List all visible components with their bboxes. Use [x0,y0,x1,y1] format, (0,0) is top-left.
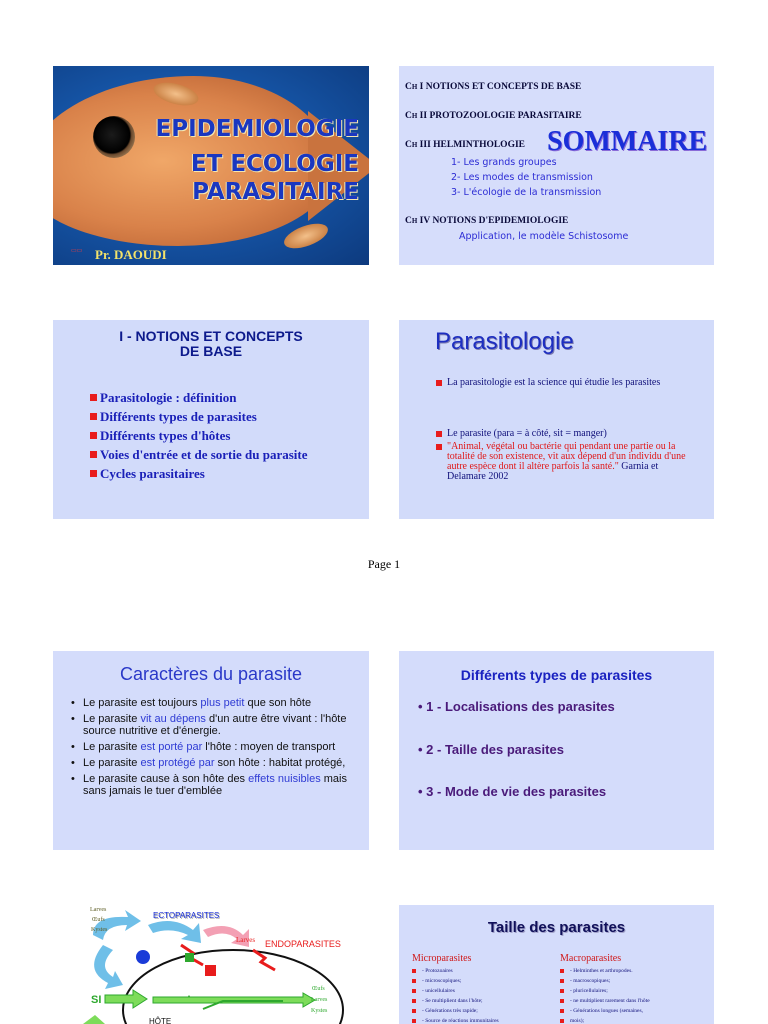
text: Le parasite est toujours [83,697,201,709]
highlight: vit au dépens [140,713,206,725]
ecto-arrow-right [148,921,201,943]
macro-list [560,966,706,1024]
kystes-label: Kystes [91,927,108,933]
etymology-text: Le parasite (para = à côté, sit = manger) [447,428,607,439]
chapter-3-sub-2: 2- Les modes de transmission [451,172,593,183]
entry-arrow [105,990,147,1008]
chapter-2: Ch II PROTOZOOLOGIE PARASITAIRE [405,111,582,121]
list-item: - ne multiplient rarement dans l'hôte [560,996,706,1006]
list-item-label: Parasitologie : définition [100,390,237,405]
highlight: plus petit [200,697,245,709]
bullet-square-icon [90,451,97,458]
bullet-square-icon [436,380,442,386]
list-item-label: Cycles parasitaires [100,466,205,481]
chapter-3-sub-1: 1- Les grands groupes [451,157,557,168]
list-item: - pluricellulaires; [560,986,706,996]
bottom-arrow [83,1015,105,1024]
slide-types-parasites [399,651,714,850]
larves-exit-label: Larves [311,997,328,1003]
slide-heading: Taille des parasites [487,919,626,936]
quote-reference: Garnia et Delamare 2002 [447,461,659,482]
bullet-square-icon [90,413,97,420]
title-line-3: PARASITAIRE [192,179,359,205]
slide-title-epidemiologie [53,66,369,265]
chapter-3-sub-3: 3- L'écologie de la transmission [451,187,602,198]
bullet-list [71,697,361,801]
heading-line-1: I - NOTIONS ET CONCEPTS [119,328,303,344]
list-item [90,447,308,463]
list-item: - Générations longues (semaines, [560,1006,706,1016]
list-item: - Se multiplient dans l'hôte; [412,996,558,1006]
bullet-square-icon [90,470,97,477]
text: Le parasite [83,741,141,753]
list-item-label: Différents types de parasites [100,409,257,424]
text: l'hôte : moyen de transport [202,741,336,753]
slide-parasite-diagram [53,905,369,1024]
title-line-1: EPIDEMIOLOGIE [155,116,359,142]
highlight: est protégé par [140,757,215,769]
list-item [90,390,237,406]
list-item [71,713,361,737]
slide-heading [53,329,369,359]
list-item: - microscopiques; [412,976,558,986]
slide-caracteres-parasite [53,651,369,850]
list-item: • 1 - Localisations des parasites [418,699,615,714]
list-item [90,428,230,444]
ectoparasites-label: ECTOPARASITES [153,911,220,920]
heading-line-2: DE BASE [179,343,243,359]
host-body-outline [123,950,343,1024]
text: d'un autre être vivant : l'hôte source nutritive et d'énergie. [83,713,347,737]
larves-label: Larves [90,907,107,913]
slide-taille-parasites [399,905,714,1024]
list-item: - unicellulaires [412,986,558,996]
list-item: - Générations très rapide; [412,1006,558,1016]
page-number: Page 1 [367,557,401,571]
logo-stamp: ▭▭ [71,248,83,254]
slide-heading: Parasitologie [435,328,574,355]
parasite-louse-image [281,219,331,254]
list-item [71,757,361,769]
list-item: - Protozoaires [412,966,558,976]
list-item: - Helminthes et arthropodes. [560,966,706,976]
si-label: SI [91,994,102,1006]
chapter-4-sub: Application, le modèle Schistosome [459,231,629,242]
quote-text [447,442,687,482]
endoparasites-label: ENDOPARASITES [265,939,341,949]
hote-label: HÔTE [149,1017,172,1024]
text: que son hôte [244,697,312,709]
slide-notions-concepts [53,320,369,519]
oeufs-exit-label: Œufs [312,986,325,992]
micro-heading: Microparasites [412,953,472,964]
definition-text: La parasitologie est la science qui étudie les parasites [447,377,661,388]
text: son hôte : habitat protégé, [214,757,346,769]
list-item: • 3 - Mode de vie des parasites [418,784,607,799]
list-item-label: Différents types d'hôtes [100,428,231,443]
text: Le parasite [83,713,141,725]
parasite-square [205,965,216,976]
author-name: Pr. DAOUDI [95,247,167,262]
list-item [90,409,257,425]
chapter-4: Ch IV NOTIONS D'EPIDEMIOLOGIE [405,216,569,226]
bullet-square-icon [436,444,442,450]
chapter-1: Ch I NOTIONS ET CONCEPTS DE BASE [405,82,582,92]
quote-red: "Animal, végétal ou bactérie qui pendant une partie ou la totalité de son existence, vit aux dépend d'un individu d'une autre espèce dont il altère parfois la santé." [447,441,686,472]
ecto-arrow-top [93,910,141,940]
list-item: mois); [560,1016,706,1024]
micro-list [412,966,558,1024]
ecto-arrow-bottom [94,945,123,989]
chapter-3: Ch III HELMINTHOLOGIE [405,140,525,150]
parasite-dot [136,950,150,964]
sommaire-heading: SOMMAIRE [547,126,708,157]
bullet-square-icon [90,432,97,439]
list-item [71,773,361,797]
bullet-square-icon [90,394,97,401]
list-item: - Source de réactions immunitaires [412,1016,558,1024]
list-item [90,466,205,482]
slide-heading: Caractères du parasite [119,664,303,684]
list-item [71,741,361,753]
title-line-2: ET ECOLOGIE [190,151,359,177]
larves-mid-label: Larves [236,936,256,944]
highlight: effets nuisibles [248,773,321,785]
text: Le parasite cause à son hôte des [83,773,249,785]
list-item: • 2 - Taille des parasites [418,742,564,757]
list-item [71,697,361,709]
slide-heading: Différents types de parasites [460,667,653,683]
parasite-green-square [185,953,194,962]
text: mais sans jamais le tuer d'emblée [83,773,347,797]
oeufs-label: Œufs [92,917,105,923]
highlight: est porté par [140,741,203,753]
slide-parasitologie [399,320,714,519]
text: Le parasite [83,757,141,769]
list-item: - macroscopiques; [560,976,706,986]
macro-heading: Macroparasites [560,953,622,964]
kystes-exit-label: Kystes [311,1008,328,1014]
bullet-square-icon [436,431,442,437]
slide-sommaire [399,66,714,265]
list-item-label: Voies d'entrée et de sortie du parasite [100,447,308,462]
